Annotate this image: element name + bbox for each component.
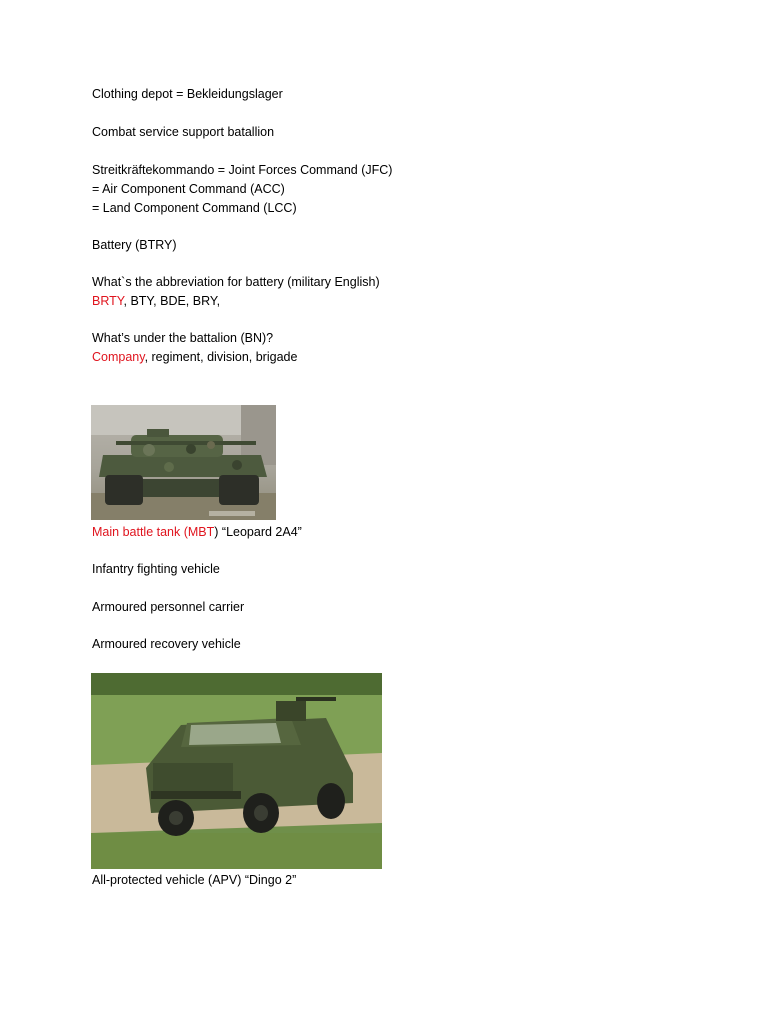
dingo-apv-photo — [91, 673, 382, 869]
mbt-label: Main battle tank (MBT — [92, 525, 215, 539]
answer-options: , BTY, BDE, BRY, — [123, 294, 221, 308]
question-under-battalion: What’s under the battalion (BN)? — [92, 331, 274, 345]
line-clothing-depot: Clothing depot = Bekleidungslager — [92, 87, 283, 101]
line-streitkraefte: Streitkräftekommando = Joint Forces Command (JFC) — [92, 163, 393, 177]
line-battery: Battery (BTRY) — [92, 238, 177, 252]
answer-correct: Company — [92, 350, 145, 364]
line-combat-support: Combat service support batallion — [92, 125, 275, 139]
line-arv: Armoured recovery vehicle — [92, 637, 241, 651]
line-apc: Armoured personnel carrier — [92, 600, 245, 614]
answer-battery-abbreviation — [92, 293, 220, 309]
answer-under-battalion — [92, 349, 297, 365]
line-lcc: = Land Component Command (LCC) — [92, 201, 297, 215]
answer-correct: BRTY — [92, 294, 124, 308]
line-acc: = Air Component Command (ACC) — [92, 182, 285, 196]
question-battery-abbreviation: What`s the abbreviation for battery (military English) — [92, 275, 380, 289]
mbt-name: ) “Leopard 2A4” — [214, 525, 302, 539]
line-main-battle-tank — [92, 524, 302, 540]
line-ifv: Infantry fighting vehicle — [92, 562, 220, 576]
line-apv: All-protected vehicle (APV) “Dingo 2” — [92, 873, 297, 887]
answer-options: , regiment, division, brigade — [144, 350, 298, 364]
leopard-tank-photo — [91, 405, 276, 520]
